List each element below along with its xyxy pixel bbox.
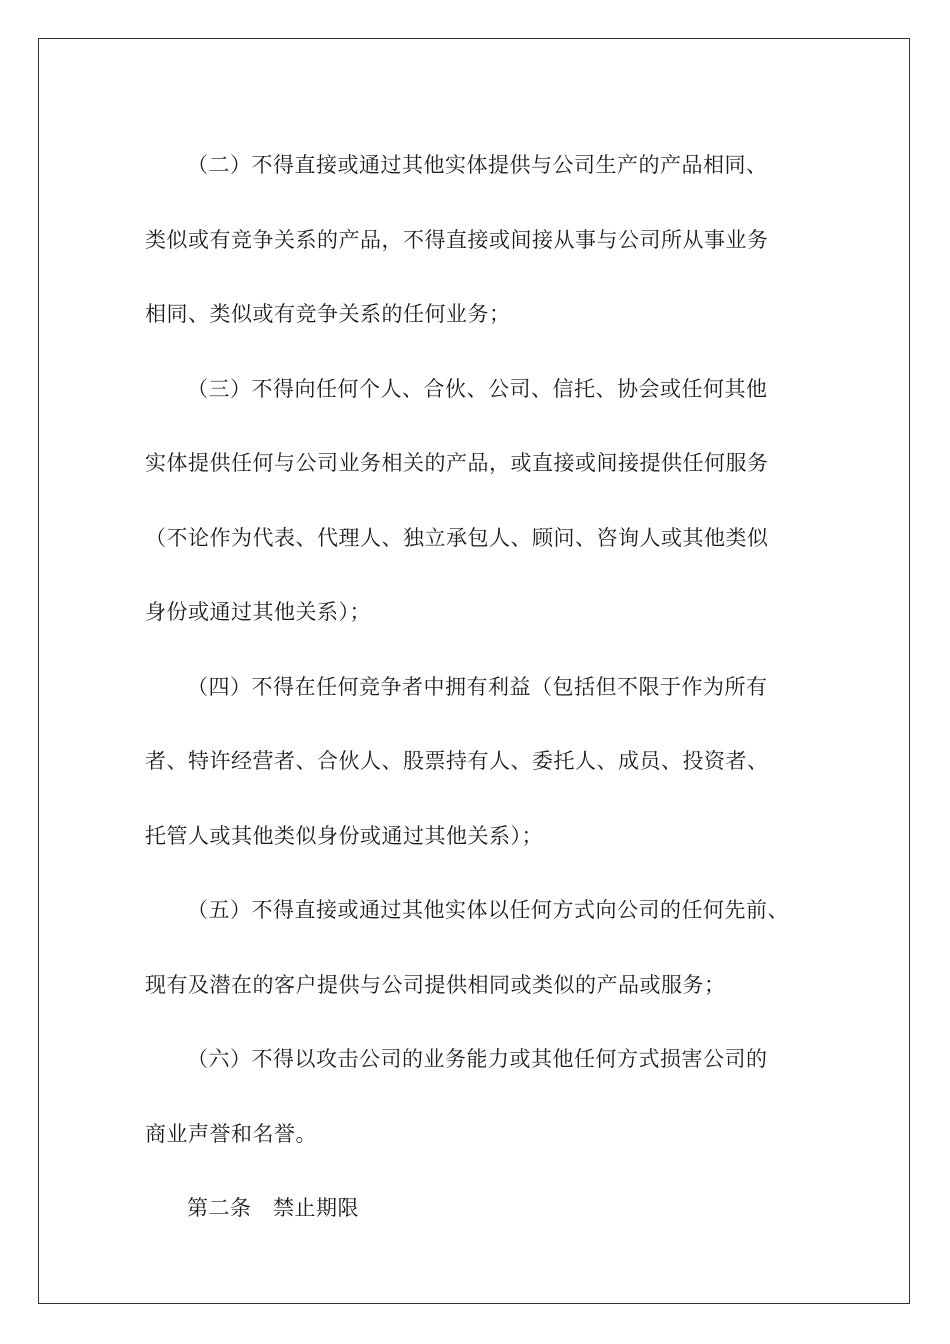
section-heading: 第二条 禁止期限 xyxy=(187,1196,359,1220)
document-body xyxy=(145,128,815,1246)
text-line: 类似或有竞争关系的产品，不得直接或间接从事与公司所从事业务 xyxy=(145,227,769,252)
text-line: 者、特许经营者、合伙人、股票持有人、委托人、成员、投资者、 xyxy=(145,749,769,773)
text-line: 托管人或其他类似身份或通过其他关系）； xyxy=(145,823,543,848)
text-line: （二）不得直接或通过其他实体提供与公司生产的产品相同、 xyxy=(187,153,768,177)
text-line: 实体提供任何与公司业务相关的产品，或直接或间接提供任何服务 xyxy=(145,451,769,475)
text-line: 现有及潜在的客户提供与公司提供相同或类似的产品或服务； xyxy=(145,972,726,997)
text-line: 相同、类似或有竞争关系的任何业务； xyxy=(145,302,511,326)
text-line: （不论作为代表、代理人、独立承包人、顾问、咨询人或其他类似 xyxy=(145,525,769,550)
text-line: （五）不得直接或通过其他实体以任何方式向公司的任何先前、 xyxy=(187,898,789,922)
text-line: 身份或通过其他关系）； xyxy=(145,600,371,624)
text-line: 商业声誉和名誉。 xyxy=(145,1121,317,1146)
text-line: （三）不得向任何个人、合伙、公司、信托、协会或任何其他 xyxy=(187,376,768,401)
text-line: （四）不得在任何竞争者中拥有利益（包括但不限于作为所有 xyxy=(187,674,768,699)
text-line: （六）不得以攻击公司的业务能力或其他任何方式损害公司的 xyxy=(187,1047,768,1071)
